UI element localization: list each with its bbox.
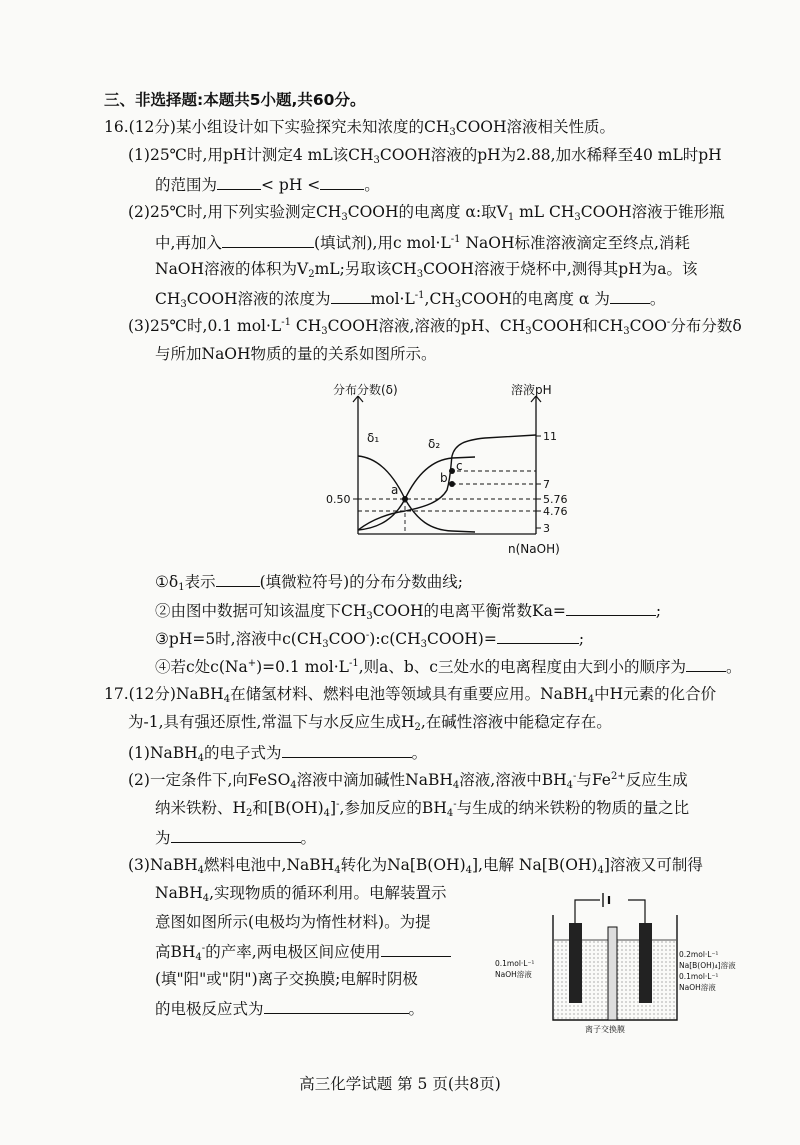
tick-0.50: 0.50 [326, 493, 351, 506]
tick-5.76: 5.76 [543, 493, 568, 506]
q17-part2-line3: 为 。 [155, 826, 316, 848]
tick-7: 7 [543, 478, 550, 491]
x-axis-label: n(NaOH) [508, 542, 560, 556]
right-label-1: 0.2mol·L⁻¹ [679, 950, 719, 959]
q17-intro-line1: 17.(12分)NaBH$_4$在储氢材料、燃料电池等领域具有重要应用。NaBH$_4$中H元素的化合价 [104, 685, 717, 705]
q16-part1-line1: (1)25℃时,用pH计测定4 mL该$CH_3COOH$溶液的pH为2.88,加水稀释至40 mL时pH [128, 146, 722, 166]
answer-blank[interactable] [264, 997, 409, 1014]
right-electrode [639, 923, 652, 1003]
distribution-ph-chart [325, 378, 585, 560]
delta2-label: δ₂ [428, 437, 441, 451]
q17-part2-line2: 纳米铁粉、$H_2$和$[B(OH)_4]^-$,参加反应的$BH_4^-$与生成的纳米铁粉的物质的量之比 [155, 799, 690, 819]
point-a-label: a [391, 483, 399, 497]
answer-blank[interactable] [216, 570, 260, 587]
q17-intro-line2: 为-1,具有强还原性,常温下与水反应生成$H_2$,在碱性溶液中能稳定存在。 [128, 713, 612, 733]
q16-sub2: ②由图中数据可知该温度下$CH_3COOH$的电离平衡常数Ka= ; [155, 599, 661, 621]
left-label-1: 0.1mol·L⁻¹ [495, 959, 535, 968]
q16-part2-line1: (2)25℃时,用下列实验测定$CH_3COOH$的电离度 α:取$V_1$ mL $CH_3COOH$溶液于锥形瓶 [128, 203, 725, 223]
point-b-label: b [440, 471, 448, 485]
page-footer: 高三化学试题 第 5 页(共8页) [299, 1075, 501, 1093]
right-label-4: NaOH溶液 [679, 983, 716, 992]
answer-blank[interactable] [497, 627, 579, 644]
q16-part2-line3: NaOH溶液的体积为$V_2mL$;另取该$CH_3COOH$溶液于烧杯中,测得其pH为a。该 [155, 260, 698, 280]
q17-part3-line5: (填"阳"或"阴")离子交换膜;电解时阴极 [155, 970, 418, 988]
point-b [449, 481, 455, 487]
q17-part3-line1: (3)NaBH$_4$燃料电池中,NaBH$_4$转化为$Na[B(OH)_4]$,电解 $Na[B(OH)_4]$溶液又可制得 [128, 856, 703, 876]
ion-exchange-membrane [608, 927, 617, 1020]
answer-blank[interactable] [222, 231, 314, 248]
right-axis-label: 溶液pH [511, 383, 552, 397]
tick-11: 11 [543, 430, 557, 443]
answer-blank[interactable] [610, 287, 650, 304]
point-a [402, 496, 408, 502]
answer-blank[interactable] [686, 655, 726, 672]
answer-blank[interactable] [282, 741, 412, 758]
right-ticks [536, 430, 568, 535]
q16-sub3: ③pH=5时,溶液中$c(CH_3COO^-):c(CH_3COOH)=$ ; [155, 627, 584, 649]
q17-part1: (1)NaBH$_4$的电子式为 。 [128, 741, 427, 763]
point-c-label: c [456, 459, 463, 473]
tick-3: 3 [543, 522, 550, 535]
right-label-2: Na[B(OH)₄]溶液 [679, 961, 736, 970]
answer-blank[interactable] [171, 826, 301, 843]
answer-blank[interactable] [381, 940, 451, 957]
q16-part1-line2: 的范围为 < pH < 。 [155, 173, 380, 195]
right-label-3: 0.1mol·L⁻¹ [679, 972, 719, 981]
membrane-label: 离子交换膜 [585, 1025, 625, 1034]
q17-part3-line3: 意图如图所示(电极均为惰性材料)。为提 [155, 913, 431, 931]
q16-sub4: ④若c处c(Na+)=0.1 $mol\cdot L^{-1}$,则a、b、c三处水的电离程度由大到小的顺序为 。 [155, 655, 741, 677]
answer-blank[interactable] [320, 173, 364, 190]
point-c [449, 468, 455, 474]
q16-intro: 16.(12分)某小组设计如下实验探究未知浓度的$CH_3COOH$溶液相关性质。 [104, 118, 616, 138]
section-title: 三、非选择题:本题共5小题,共60分。 [104, 91, 366, 109]
q16-part2-line4: $CH_3COOH$溶液的浓度为 $mol\cdot L^{-1},CH_3COOH$的电离度 α 为 。 [155, 287, 665, 309]
q17-part2-line1: (2)一定条件下,向FeSO$_4$溶液中滴加碱性NaBH$_4$溶液,溶液中$BH_4^-$与$Fe^{2+}$反应生成 [128, 771, 688, 791]
q16-part3-line1: (3)25℃时,0.1 $mol\cdot L^{-1}$ $CH_3COOH$溶液,溶液的pH、$CH_3COOH$和$CH_3COO^-$分布分数δ [128, 317, 742, 337]
q17-part3-line4: 高$BH_4^-$的产率,两电极区间应使用 [155, 940, 451, 962]
delta1-label: δ₁ [367, 431, 380, 445]
left-label-2: NaOH溶液 [495, 970, 532, 979]
q17-part3-line6: 的电极反应式为 。 [155, 997, 424, 1019]
tick-4.76: 4.76 [543, 505, 568, 518]
answer-blank[interactable] [566, 599, 656, 616]
left-electrode [569, 923, 582, 1003]
q16-part2-line2: 中,再加入 (填试剂),用c $mol\cdot L^{-1}$ NaOH标准溶液滴定至终点,消耗 [155, 231, 690, 253]
answer-blank[interactable] [331, 287, 371, 304]
q17-part3-line2: NaBH$_4$,实现物质的循环利用。电解装置示 [155, 884, 447, 904]
left-axis-label: 分布分数(δ) [333, 383, 398, 397]
q16-part3-line2: 与所加NaOH物质的量的关系如图所示。 [155, 345, 437, 363]
electrolysis-apparatus [495, 885, 755, 1035]
q16-sub1: $①\delta_1$表示 (填微粒符号)的分布分数曲线; [155, 570, 463, 592]
answer-blank[interactable] [217, 173, 261, 190]
